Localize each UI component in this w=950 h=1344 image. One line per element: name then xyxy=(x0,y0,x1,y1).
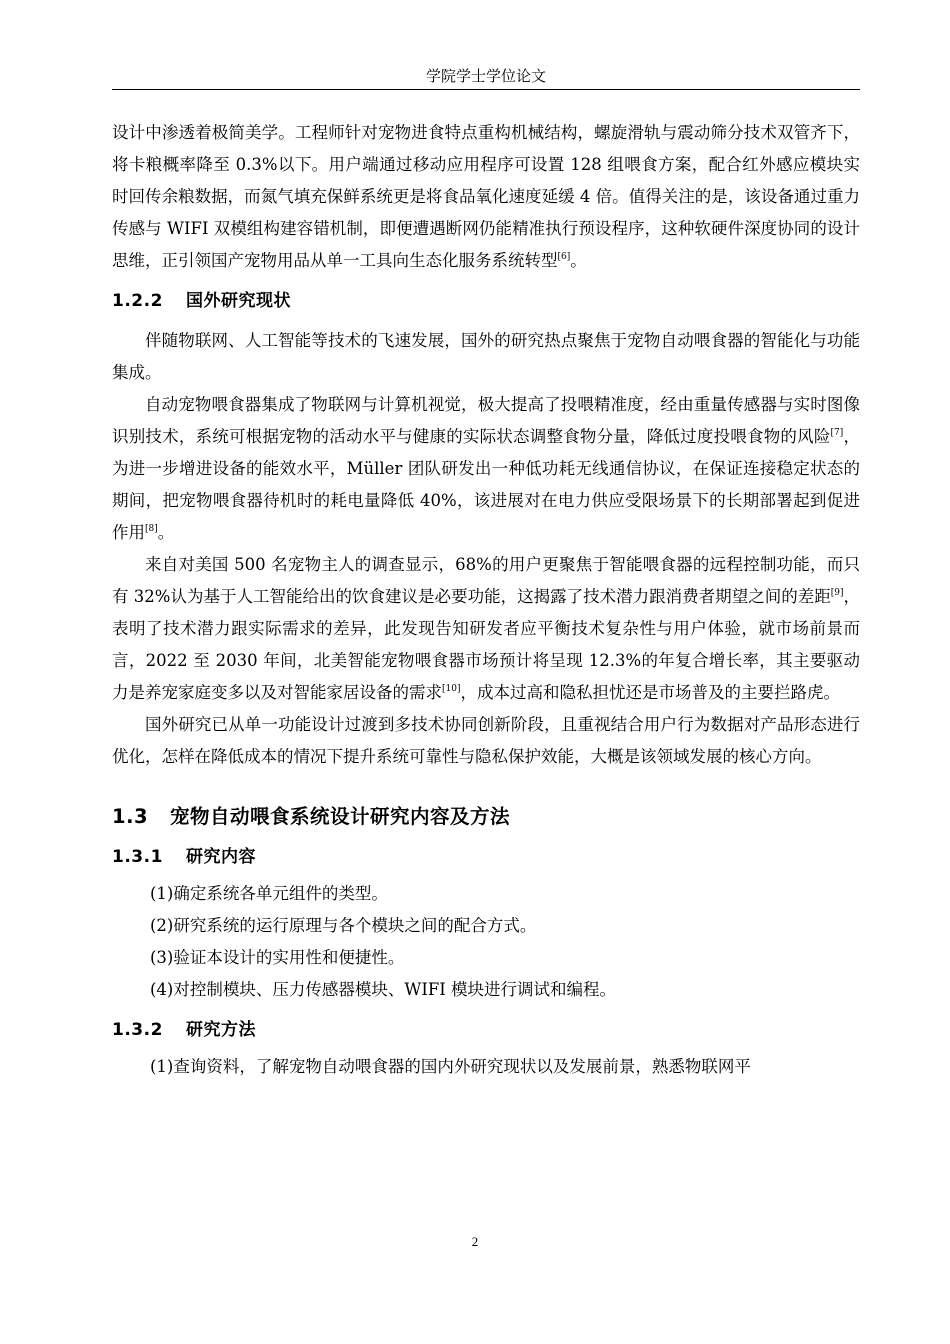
section-number: 1.3.1 xyxy=(112,847,163,867)
page-number: 2 xyxy=(471,1234,479,1249)
section-title: 研究内容 xyxy=(186,847,256,867)
paragraph: 伴随物联网、人工智能等技术的飞速发展，国外的研究热点聚焦于宠物自动喂食器的智能化与功能集成。 xyxy=(112,331,860,382)
paragraph-text: 来自对美国 500 名宠物主人的调查显示，68%的用户更聚焦于智能喂食器的远程控制功能，而只有 32%认为基于人工智能给出的饮食建议是必要功能，这揭露了技术潜力跟消费者期望之间的差距 xyxy=(112,555,860,606)
citation: [9] xyxy=(830,588,844,598)
citation: [7] xyxy=(830,428,844,438)
section-title: 研究方法 xyxy=(186,1020,256,1040)
list-item: (4)对控制模块、压力传感器模块、WIFI 模块进行调试和编程。 xyxy=(150,980,617,999)
list-item: (3)验证本设计的实用性和便捷性。 xyxy=(150,948,405,967)
section-heading-1-3 xyxy=(112,800,860,834)
paragraph xyxy=(112,549,860,709)
header-title: 学院学士学位论文 xyxy=(425,67,546,85)
section-heading-1-3-1 xyxy=(112,842,860,872)
citation: [6] xyxy=(557,252,571,262)
citation: [10] xyxy=(442,684,461,694)
intro-text: 设计中渗透着极简美学。工程师针对宠物进食特点重构机械结构，螺旋滑轨与震动筛分技术双管齐下，将卡粮概率降至 0.3%以下。用户端通过移动应用程序可设置 128 组喂食方案，配合红外感应模块实时回传余粮数据，而氮气填充保鲜系统更是将食品氧化速度延缓 4 倍。值得关注的是，该设备通过重力传感与 WIFI 双模组构建容错机制，即便遭遇断网仍能精准执行预设程序，这种软硬件深度协同的设计思维，正引领国产宠物用品从单一工具向生态化服务系统转型 xyxy=(112,123,860,270)
paragraph-text: ，为进一步增进设备的能效水平，Müller 团队研发出一种低功耗无线通信协议，在保证连接稳定状态的期间，把宠物喂食器待机时的耗电量降低 40%，该进展对在电力供应受限场景下的长期部署起到促进作用 xyxy=(112,427,861,542)
section-title: 国外研究现状 xyxy=(186,291,291,311)
paragraph-text: ，成本过高和隐私担忧还是市场普及的主要拦路虎。 xyxy=(460,683,840,702)
section-number: 1.3 xyxy=(112,805,149,828)
section-heading-1-3-2 xyxy=(112,1015,860,1045)
paragraph-text: 。 xyxy=(157,523,175,542)
section-heading-1-2-2 xyxy=(112,286,860,316)
paragraph-text: 自动宠物喂食器集成了物联网与计算机视觉，极大提高了投喂精准度，经由重量传感器与实时图像识别技术，系统可根据宠物的活动水平与健康的实际状态调整食物分量，降低过度投喂食物的风险 xyxy=(112,395,860,446)
citation: [8] xyxy=(145,524,158,534)
intro-tail: 。 xyxy=(570,251,587,270)
page-body xyxy=(112,117,860,1083)
paragraph xyxy=(112,389,860,549)
paragraph-text: ，表明了技术潜力跟实际需求的差异，此发现告知研发者应平衡技术复杂性与用户体验，就市场前景而言，2022 至 2030 年间，北美智能宠物喂食器市场预计将呈现 12.3%的年复合增长率，其主要驱动力是养宠家庭变多以及对智能家居设备的需求 xyxy=(112,587,861,702)
list-item: (2)研究系统的运行原理与各个模块之间的配合方式。 xyxy=(150,916,537,935)
list-item: (1)查询资料，了解宠物自动喂食器的国内外研究现状以及发展前景，熟悉物联网平 xyxy=(150,1057,751,1076)
section-number: 1.3.2 xyxy=(112,1020,163,1040)
list-item: (1)确定系统各单元组件的类型。 xyxy=(150,884,388,903)
section-number: 1.2.2 xyxy=(112,291,163,311)
paragraph: 国外研究已从单一功能设计过渡到多技术协同创新阶段，且重视结合用户行为数据对产品形态进行优化，怎样在降低成本的情况下提升系统可靠性与隐私保护效能，大概是该领域发展的核心方向。 xyxy=(112,715,860,766)
intro-paragraph xyxy=(112,117,860,277)
section-title: 宠物自动喂食系统设计研究内容及方法 xyxy=(170,805,511,828)
page-header xyxy=(112,65,860,90)
